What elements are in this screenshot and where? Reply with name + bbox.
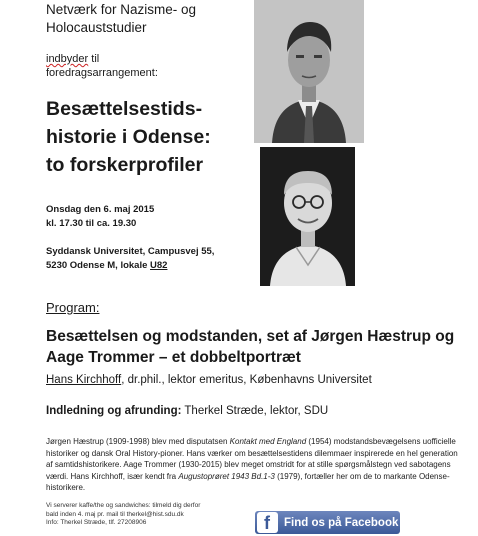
speaker-name[interactable]: Hans Kirchhoff <box>46 374 122 386</box>
registration-line-2: bald inden 4. maj pr. mail til therkel@hist.sdu.dk <box>46 510 184 518</box>
title-line-3: to forskerprofiler <box>46 154 204 176</box>
invite-word: indbyder <box>46 53 89 65</box>
description-paragraph <box>46 436 464 494</box>
invitation-text <box>46 52 246 80</box>
registration-line-3: Info: Therkel Stræde, tlf. 27208906 <box>46 519 147 526</box>
organizer-name <box>46 1 246 37</box>
event-venue <box>46 245 214 273</box>
intro-label: Indledning og afrunding: <box>46 405 182 417</box>
portrait-photo-1 <box>254 0 364 143</box>
event-date: Onsdag den 6. maj 2015 <box>46 204 155 215</box>
organizer-line-2: Holocauststudier <box>46 20 147 35</box>
program-heading: Program: <box>46 300 100 315</box>
venue-room: U82 <box>150 260 168 271</box>
venue-line-2: 5230 Odense M, lokale <box>46 260 151 271</box>
title-line-1: Besættelsestids- <box>46 98 203 120</box>
description-book-1: Kontakt med England <box>229 437 307 446</box>
invite-line-2: foredragsarrangement: <box>46 67 158 79</box>
intro-person: Therkel Stræde, lektor, SDU <box>181 405 329 417</box>
description-part-1: Jørgen Hæstrup (1909-1998) blev med disputatsen <box>46 437 230 446</box>
event-time: kl. 17.30 til ca. 19.30 <box>46 218 137 229</box>
event-datetime <box>46 203 154 231</box>
invite-rest: til <box>88 53 100 65</box>
title-line-2: historie i Odense: <box>46 126 211 148</box>
venue-line-1: Syddansk Universitet, Campusvej 55, <box>46 246 215 257</box>
description-book-2: Augustoprøret 1943 Bd.1-3 <box>178 471 275 481</box>
speaker-line <box>46 374 372 386</box>
event-title <box>46 95 256 179</box>
talk-title: Besættelsen og modstanden, set af Jørgen Hæstrup og Aage Trommer – et dobbeltportræt <box>46 328 455 366</box>
description-part-3: (1979), fortæller her om de to markante Odense-historikere. <box>46 471 450 493</box>
description-part-2: (1954) modstandsbevægelsens uofficielle historiker og dansk Oral History-pioner. Hans værker om besættelsestidens dilemmaer inspirerede en hel generation af samtidshistorikere. Aage Trommer (1930-2015) blev meget omstridt for at stille spørgsmålstegn ved sabotagens værdi. Hans Kirchhoff, især kendt fra <box>46 437 458 481</box>
facebook-label: Find os på Facebook <box>284 516 399 529</box>
registration-line-1: Vi serverer kaffe/the og sandwiches: tilmeld dig derfor <box>46 502 201 509</box>
organizer-line-1: Netværk for Nazisme- og <box>46 2 197 17</box>
facebook-icon: f <box>257 512 278 533</box>
speaker-credentials: , dr.phil., lektor emeritus, Københavns Universitet <box>121 374 372 386</box>
facebook-button[interactable] <box>255 511 400 534</box>
portrait-photo-2 <box>260 147 355 286</box>
registration-info <box>46 502 246 528</box>
intro-line <box>46 405 328 417</box>
